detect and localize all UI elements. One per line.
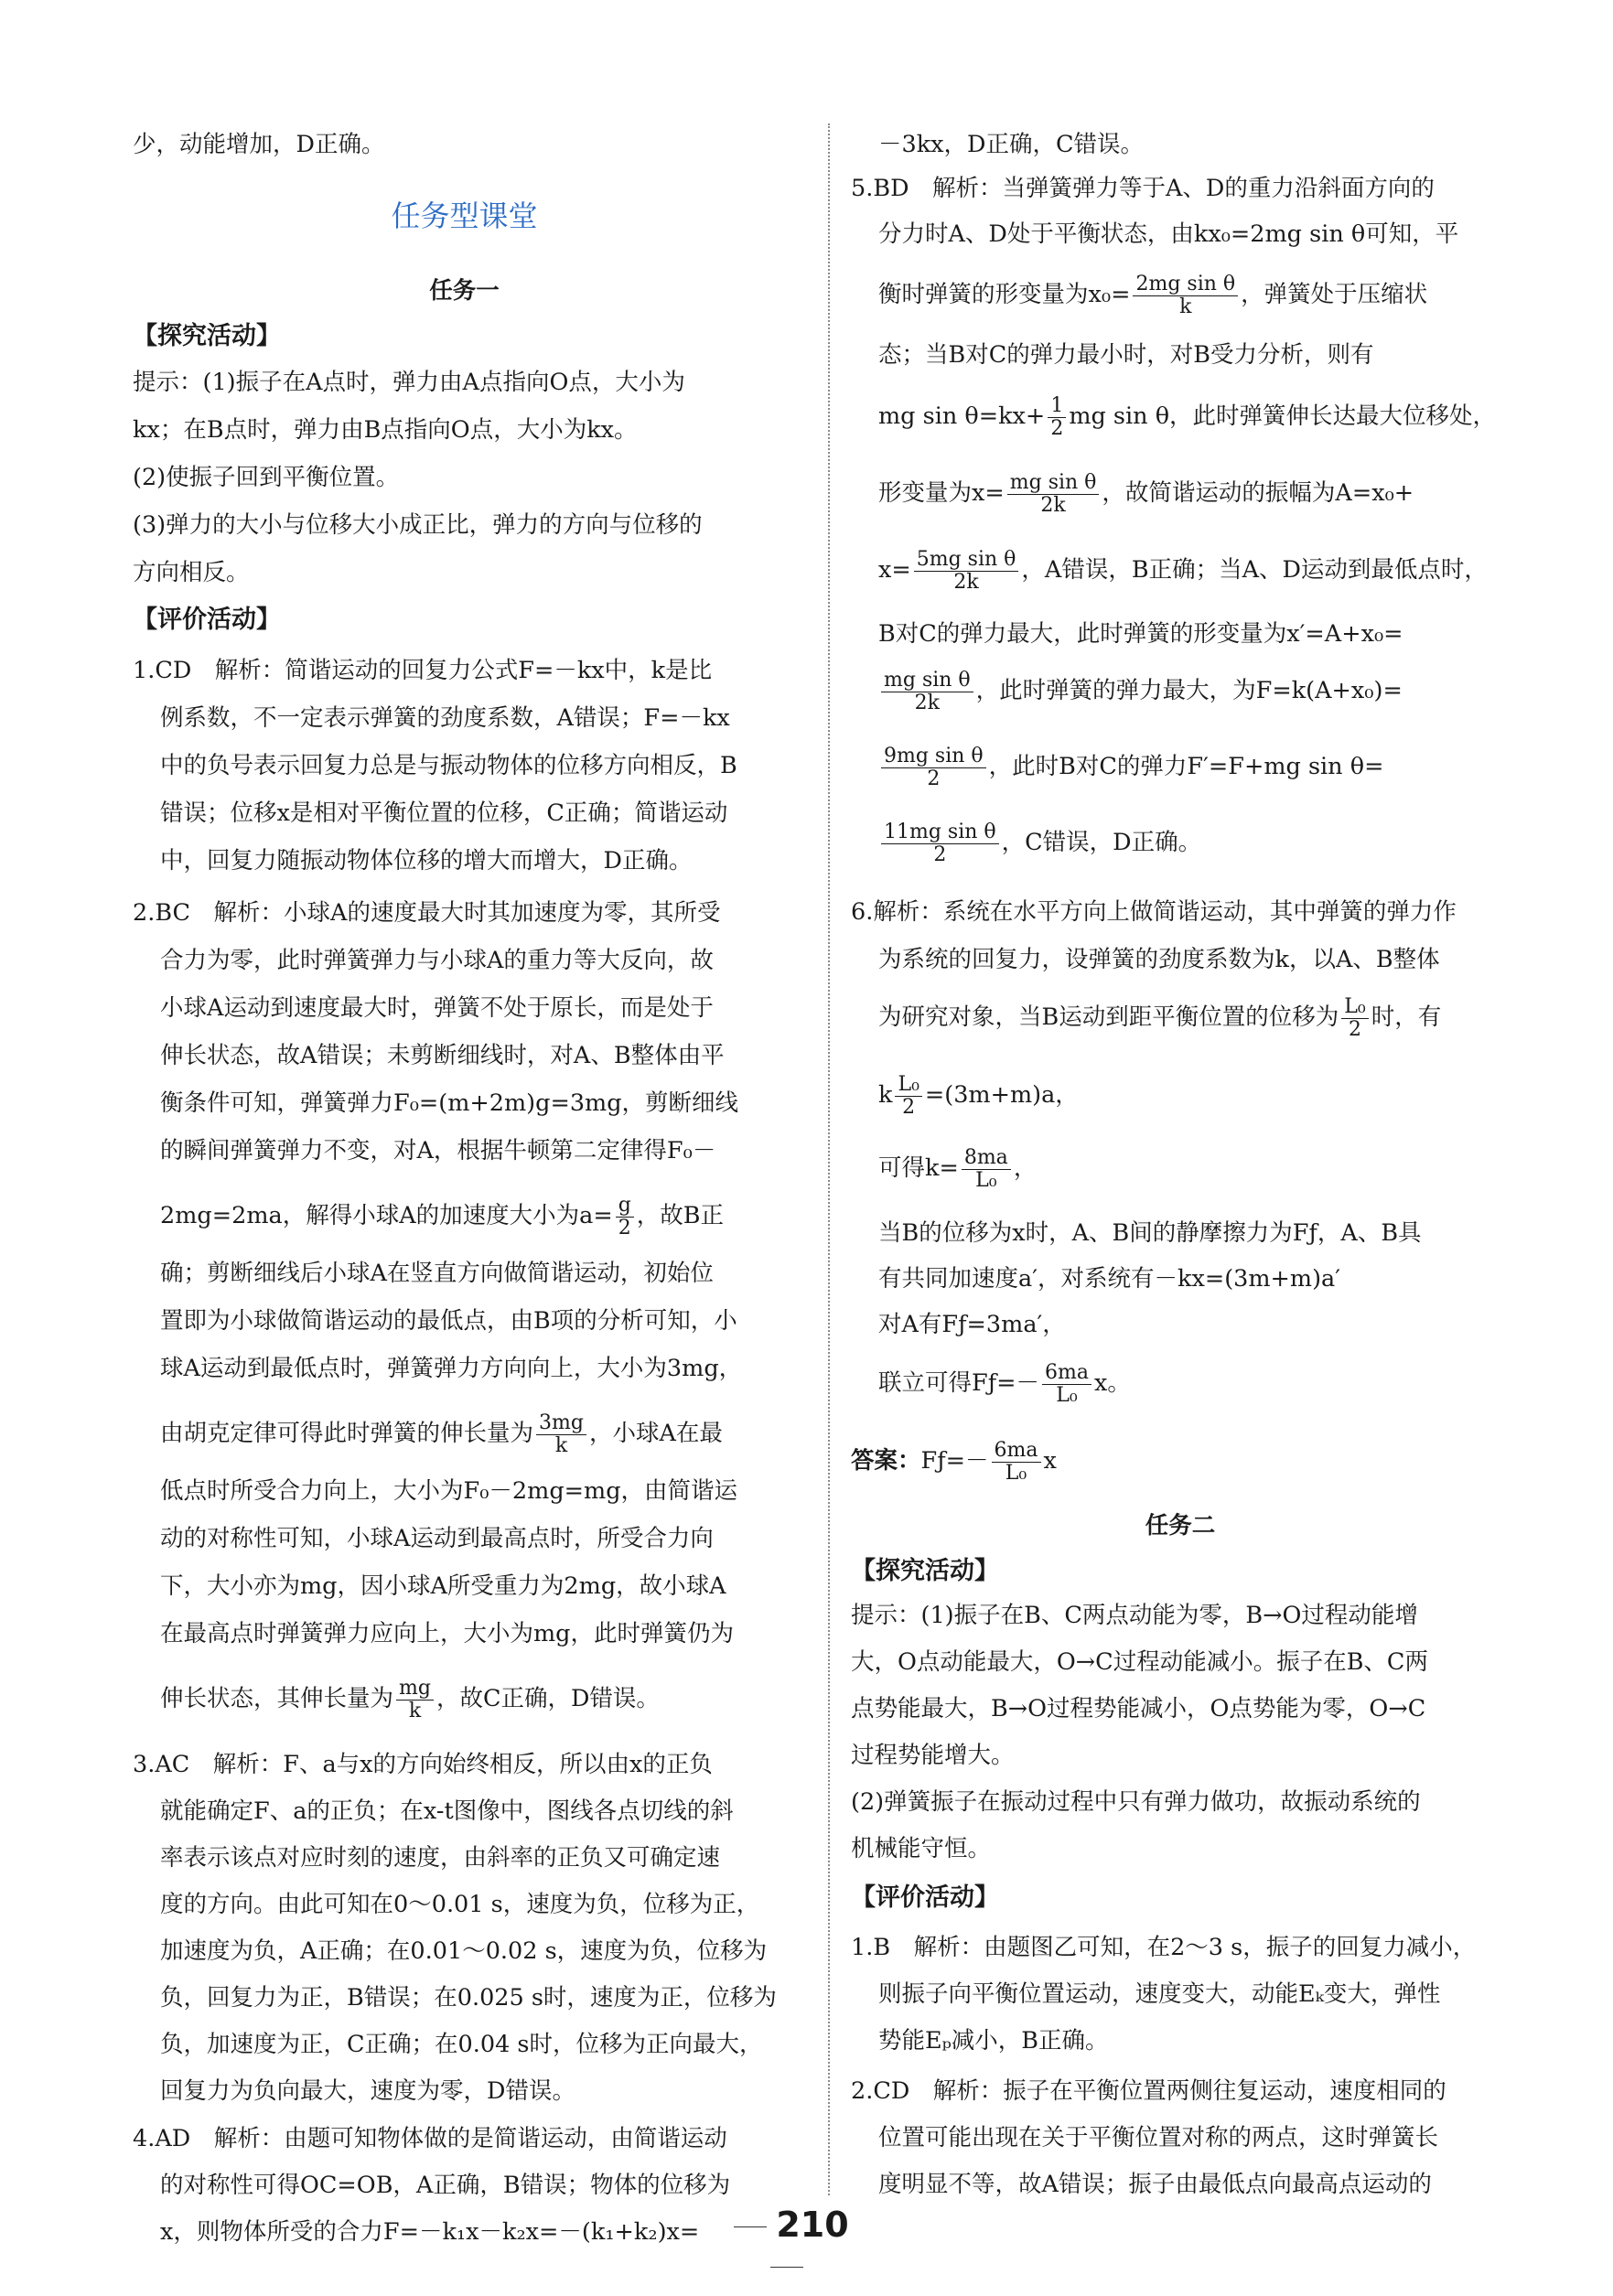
section-title: 任务型课堂 xyxy=(391,198,538,233)
q3-line: 率表示该点对应时刻的速度，由斜率的正负又可确定速 xyxy=(160,1844,721,1872)
q1-line: 例系数，不一定表示弹簧的劲度系数，A错误；F=－kx xyxy=(160,704,730,732)
q5-line: 分力时A、D处于平衡状态，由kx₀=2mg sin θ可知，平 xyxy=(878,220,1459,248)
q3-line: 3.AC 解析：F、a与x的方向始终相反，所以由x的正负 xyxy=(133,1751,713,1778)
q2-end-line xyxy=(160,1671,660,1726)
q4-line: x，则物体所受的合力F=－k₁x－k₂x=－(k₁+k₂)x= xyxy=(160,2218,700,2246)
page-number-text: 210 xyxy=(776,2205,849,2245)
answer-line xyxy=(851,1433,1057,1488)
frac-num: mg sin θ xyxy=(881,670,973,692)
q5-line xyxy=(878,815,1201,870)
r1-line: 则振子向平衡位置运动，速度变大，动能Eₖ变大，弹性 xyxy=(878,1980,1441,2008)
fraction xyxy=(396,1678,434,1722)
q3-line: 负，加速度为正，C正确；在0.04 s时，位移为正向最大， xyxy=(160,2031,763,2058)
fraction xyxy=(1341,996,1368,1041)
frac-den: k xyxy=(1179,295,1192,318)
frac-den: 2k xyxy=(953,570,979,594)
explore-line: (3)弹力的大小与位移大小成正比，弹力的方向与位移的 xyxy=(133,511,703,539)
q2-accel-pre: 2mg=2ma，解得小球A的加速度大小为a= xyxy=(160,1202,613,1229)
q4-continuation: －3kx，D正确，C错误。 xyxy=(878,131,1145,158)
q2-line: 伸长状态，故A错误；未剪断细线时，对A、B整体由平 xyxy=(160,1042,725,1069)
answer-label: 答案： xyxy=(851,1447,921,1475)
q1-line: 1.CD 解析：简谐运动的回复力公式F=－kx中，k是比 xyxy=(133,657,713,684)
q5-text: 衡时弹簧的形变量为x₀= xyxy=(878,281,1131,308)
explore-line: 点势能最大，B→O过程势能减小，O点势能为零，O→C xyxy=(851,1695,1426,1722)
frac-num: 6ma xyxy=(992,1440,1041,1463)
explore-line: 提示：(1)振子在A点时，弹力由A点指向O点，大小为 xyxy=(133,369,685,396)
fraction xyxy=(914,549,1019,594)
q5-text: ，A错误，B正确；当A、D运动到最低点时， xyxy=(1021,556,1488,584)
frac-num: mg xyxy=(396,1678,434,1701)
frac-num: 2mg sin θ xyxy=(1133,274,1238,296)
frac-den: L₀ xyxy=(1056,1383,1078,1407)
fraction xyxy=(962,1147,1011,1192)
explore-line: 机械能守恒。 xyxy=(851,1835,992,1862)
q6-text: 可得k= xyxy=(878,1154,959,1182)
q6-line: 6.解析：系统在水平方向上做简谐运动，其中弹簧的弹力作 xyxy=(851,898,1457,926)
q5-line: B对C的弹力最大，此时弹簧的形变量为x′=A+x₀= xyxy=(878,620,1403,648)
q6-text: k xyxy=(878,1081,893,1109)
q2-line: 合力为零，此时弹簧弹力与小球A的重力等大反向，故 xyxy=(160,947,714,974)
q3-line: 加速度为负，A正确；在0.01～0.02 s，速度为负，位移为 xyxy=(160,1937,768,1965)
frac-den: k xyxy=(408,1699,422,1722)
intro-line: 少，动能增加，D正确。 xyxy=(133,131,385,158)
page-number-dash xyxy=(770,2267,803,2268)
q2-line: 在最高点时弹簧弹力应向上，大小为mg，此时弹簧仍为 xyxy=(160,1620,735,1647)
fraction xyxy=(881,746,986,790)
q5-text: mg sin θ=kx+ xyxy=(878,402,1046,430)
q6-text: x。 xyxy=(1093,1369,1131,1397)
explore-heading-1: 【探究活动】 xyxy=(133,322,281,350)
frac-den: 2k xyxy=(914,691,940,714)
q6-text: =(3m+m)a， xyxy=(924,1081,1079,1109)
q2-end-pre: 伸长状态，其伸长量为 xyxy=(160,1685,394,1712)
task1-title: 任务一 xyxy=(429,277,500,305)
eval-heading-1: 【评价活动】 xyxy=(133,606,281,634)
frac-den: 2 xyxy=(933,842,947,866)
page-number-dash xyxy=(734,2226,767,2227)
explore-line: (2)弹簧振子在振动过程中只有弹力做功，故振动系统的 xyxy=(851,1788,1421,1816)
r1-line: 1.B 解析：由题图乙可知，在2～3 s，振子的回复力减小， xyxy=(851,1934,1477,1961)
q2-ext-post: ，小球A在最 xyxy=(588,1420,723,1447)
q3-line: 度的方向。由此可知在0～0.01 s，速度为负，位移为正， xyxy=(160,1891,760,1918)
task2-title: 任务二 xyxy=(1145,1512,1216,1540)
frac-num: L₀ xyxy=(1341,996,1368,1019)
q5-text: 形变量为x= xyxy=(878,479,1005,507)
q5-line xyxy=(878,466,1414,520)
q3-line: 负，回复力为正，B错误；在0.025 s时，速度为正，位移为 xyxy=(160,1984,777,2012)
frac-den: 2 xyxy=(618,1216,631,1239)
explore-line: kx；在B点时，弹力由B点指向O点，大小为kx。 xyxy=(133,416,638,444)
q5-line xyxy=(878,542,1488,597)
q4-line: 的对称性可得OC=OB，A正确，B错误；物体的位移为 xyxy=(160,2172,731,2199)
q5-text: ，C错误，D正确。 xyxy=(1001,829,1202,856)
q6-line: 对A有Fƒ=3ma′， xyxy=(878,1311,1066,1338)
frac-den: 2 xyxy=(902,1095,916,1119)
q2-line: 球A运动到最低点时，弹簧弹力方向向上，大小为3mg， xyxy=(160,1355,743,1382)
q6-text: 时，有 xyxy=(1371,1003,1442,1031)
q5-text: ，弹簧处于压缩状 xyxy=(1241,281,1428,308)
q2-line: 的瞬间弹簧弹力不变，对A，根据牛顿第二定律得F₀－ xyxy=(160,1137,716,1164)
q5-line xyxy=(878,663,1403,718)
q2-accel-post: ，故B正 xyxy=(636,1202,725,1229)
frac-num: L₀ xyxy=(895,1074,921,1097)
fraction xyxy=(895,1074,921,1119)
q2-end-post: ，故C正确，D错误。 xyxy=(436,1685,660,1712)
frac-num: 11mg sin θ xyxy=(881,821,999,844)
q2-line: 动的对称性可知，小球A运动到最高点时，所受合力向 xyxy=(160,1525,714,1552)
q2-line: 下，大小亦为mg，因小球A所受重力为2mg，故小球A xyxy=(160,1572,726,1600)
q1-line: 中的负号表示回复力总是与振动物体的位移方向相反，B xyxy=(160,752,737,779)
explore-line: 提示：(1)振子在B、C两点动能为零，B→O过程动能增 xyxy=(851,1602,1418,1629)
fraction xyxy=(992,1440,1041,1485)
frac-num: 8ma xyxy=(962,1147,1011,1170)
frac-den: L₀ xyxy=(1005,1461,1027,1485)
r2-line: 位置可能出现在关于平衡位置对称的两点，这时弹簧长 xyxy=(878,2124,1439,2151)
q5-line xyxy=(878,389,1496,444)
q3-line: 就能确定F、a的正负；在x-t图像中，图线各点切线的斜 xyxy=(160,1797,734,1825)
q4-line: 4.AD 解析：由题可知物体做的是简谐运动，由简谐运动 xyxy=(133,2125,727,2152)
q5-line: 态；当B对C的弹力最小时，对B受力分析，则有 xyxy=(878,341,1374,369)
r2-line: 度明显不等，故A错误；振子由最低点向最高点运动的 xyxy=(878,2171,1432,2198)
frac-den: 2 xyxy=(927,767,941,790)
q2-accel-line xyxy=(160,1188,724,1243)
frac-den: k xyxy=(554,1433,568,1457)
explore-line: 大，O点动能最大，O→C过程动能减小。振子在B、C两 xyxy=(851,1648,1428,1676)
frac-den: 2k xyxy=(1040,493,1066,517)
q2-line: 低点时所受合力向上，大小为F₀－2mg=mg，由简谐运 xyxy=(160,1477,738,1505)
q5-text: x= xyxy=(878,556,911,584)
explore-line: 过程势能增大。 xyxy=(851,1742,1015,1769)
q6-line: 有共同加速度a′，对系统有－kx=(3m+m)a′ xyxy=(878,1265,1341,1293)
r1-line: 势能Eₚ减小，B正确。 xyxy=(878,2027,1109,2055)
fraction xyxy=(881,821,999,866)
q6-line xyxy=(878,1141,1037,1196)
explore-heading-2: 【探究活动】 xyxy=(851,1557,999,1585)
q5-line xyxy=(878,739,1383,794)
column-divider xyxy=(828,123,830,2195)
q6-text: ， xyxy=(1013,1154,1038,1182)
q2-line: 2.BC 解析：小球A的速度最大时其加速度为零，其所受 xyxy=(133,899,721,927)
q2-line: 衡条件可知，弹簧弹力F₀=(m+2m)g=3mg，剪断细线 xyxy=(160,1089,739,1117)
fraction xyxy=(1133,274,1238,318)
frac-num: 3mg xyxy=(536,1412,586,1435)
frac-num: 6ma xyxy=(1042,1362,1091,1385)
q2-ext-line xyxy=(160,1406,723,1461)
q5-text: ，此时B对C的弹力F′=F+mg sin θ= xyxy=(988,753,1384,780)
q6-text: 联立可得Fƒ=－ xyxy=(878,1369,1039,1397)
fraction xyxy=(1042,1362,1091,1407)
q5-text: ，此时弹簧的弹力最大，为F=k(A+x₀)= xyxy=(975,677,1403,704)
frac-den: 2 xyxy=(1050,416,1064,440)
frac-den: L₀ xyxy=(975,1168,997,1192)
q1-line: 中，回复力随振动物体位移的增大而增大，D正确。 xyxy=(160,847,693,874)
q2-ext-pre: 由胡克定律可得此时弹簧的伸长量为 xyxy=(160,1420,534,1447)
fraction xyxy=(536,1412,586,1457)
q5-text: mg sin θ，此时弹簧伸长达最大位移处， xyxy=(1069,402,1497,430)
q6-text: 为研究对象，当B运动到距平衡位置的位移为 xyxy=(878,1003,1339,1031)
fraction xyxy=(881,670,973,714)
q2-line: 小球A运动到速度最大时，弹簧不处于原长，而是处于 xyxy=(160,994,714,1022)
fraction xyxy=(1048,395,1066,440)
q2-line: 确；剪断细线后小球A在竖直方向做简谐运动，初始位 xyxy=(160,1260,714,1287)
q5-line xyxy=(878,267,1427,322)
answer-text: Fƒ=－ xyxy=(920,1447,989,1475)
q2-line: 置即为小球做简谐运动的最低点，由B项的分析可知，小 xyxy=(160,1307,737,1335)
frac-den: 2 xyxy=(1348,1017,1361,1041)
explore-line: 方向相反。 xyxy=(133,559,250,586)
q6-line: 为系统的回复力，设弹簧的劲度系数为k，以A、B整体 xyxy=(878,946,1440,973)
explore-line: (2)使振子回到平衡位置。 xyxy=(133,464,400,491)
fraction xyxy=(1007,472,1100,517)
q1-line: 错误；位移x是相对平衡位置的位移，C正确；简谐运动 xyxy=(160,799,728,827)
q5-text: ，故简谐运动的振幅为A=x₀+ xyxy=(1102,479,1414,507)
q6-line xyxy=(878,990,1441,1045)
q6-line: 当B的位移为x时，A、B间的静摩擦力为Fƒ，A、B具 xyxy=(878,1219,1422,1247)
frac-num: 1 xyxy=(1048,395,1066,418)
frac-num: 5mg sin θ xyxy=(914,549,1019,572)
fraction xyxy=(616,1195,634,1239)
q3-line: 回复力为负向最大，速度为零，D错误。 xyxy=(160,2077,575,2105)
page-number xyxy=(714,2205,860,2285)
q5-line: 5.BD 解析：当弹簧弹力等于A、D的重力沿斜面方向的 xyxy=(851,175,1435,202)
frac-num: 9mg sin θ xyxy=(881,746,986,768)
q6-line xyxy=(878,1356,1131,1411)
frac-num: mg sin θ xyxy=(1007,472,1100,495)
q6-line xyxy=(878,1068,1079,1122)
r2-line: 2.CD 解析：振子在平衡位置两侧往复运动，速度相同的 xyxy=(851,2077,1446,2105)
eval-heading-2: 【评价活动】 xyxy=(851,1883,999,1912)
frac-num: g xyxy=(616,1195,634,1218)
answer-text: x xyxy=(1043,1447,1057,1475)
